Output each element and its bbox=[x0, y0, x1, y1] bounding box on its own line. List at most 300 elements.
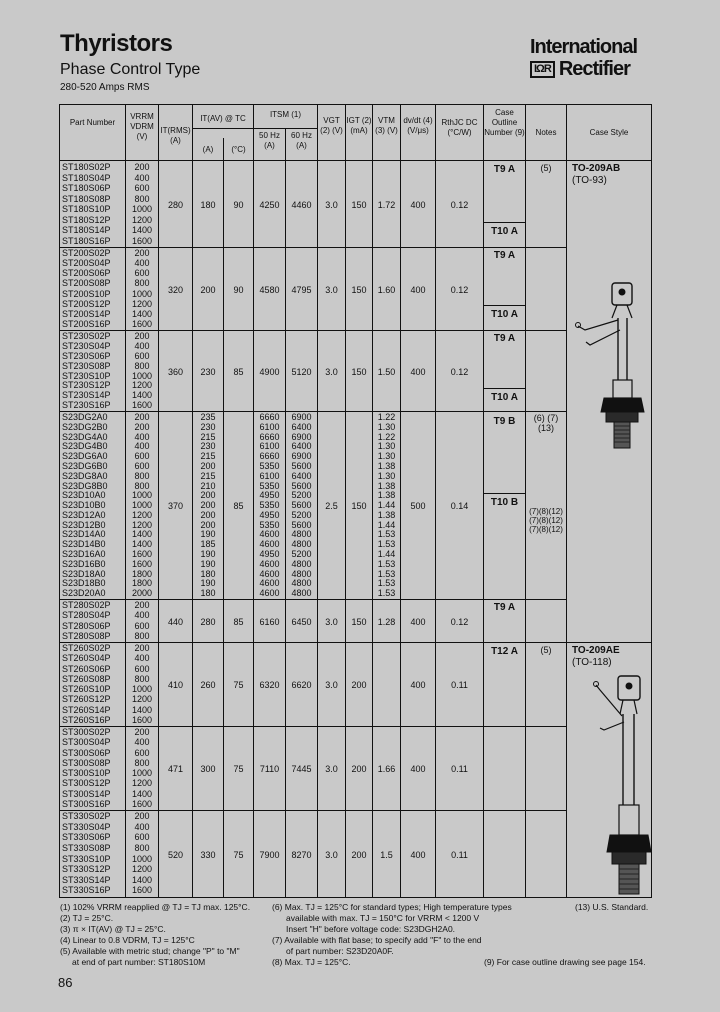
case-label: T9 A bbox=[493, 602, 516, 613]
voltage-cell: 600 bbox=[134, 832, 150, 842]
vtm-cell: 1.30 bbox=[377, 441, 396, 451]
voltage-cell: 200 bbox=[134, 727, 150, 737]
itsm-60hz-cell: 6400 bbox=[291, 422, 312, 432]
part-number-cell: ST180S02P bbox=[62, 162, 111, 172]
part-number-cell: S23DG8B0 bbox=[62, 481, 108, 491]
vtm-cell: 1.53 bbox=[377, 559, 396, 569]
note-ref: (5) bbox=[540, 645, 552, 655]
footnote: (8) Max. TJ = 125°C. bbox=[272, 957, 351, 967]
header-dvdt: dv/dt (4) (V/μs) bbox=[403, 116, 433, 135]
part-number-cell: S23DG2A0 bbox=[62, 412, 108, 422]
case-label: T10 A bbox=[491, 309, 518, 320]
part-number-cell: S23D10B0 bbox=[62, 500, 106, 510]
voltage-cell: 200 bbox=[134, 422, 150, 432]
voltage-cell: 1400 bbox=[131, 225, 153, 235]
vtm-cell: 1.44 bbox=[377, 520, 396, 530]
itsm-50hz-cell: 6100 bbox=[259, 422, 280, 432]
tc-cell: 75 bbox=[233, 850, 244, 860]
part-number-cell: ST230S08P bbox=[62, 361, 111, 371]
voltage-cell: 400 bbox=[134, 432, 150, 442]
case-style-b-name: TO-209AE bbox=[572, 645, 620, 656]
itsm-60hz-cell: 5600 bbox=[291, 500, 312, 510]
vgt-cell: 3.0 bbox=[325, 617, 338, 627]
itsm-60hz-cell: 6400 bbox=[291, 441, 312, 451]
part-number-cell: ST300S06P bbox=[62, 748, 111, 758]
part-number-cell: ST300S16P bbox=[62, 799, 111, 809]
part-number-cell: ST230S02P bbox=[62, 331, 111, 341]
header-case-style: Case Style bbox=[589, 128, 629, 137]
part-number-cell: ST330S12P bbox=[62, 864, 111, 874]
it-rms-cell: 471 bbox=[167, 764, 184, 774]
header-vtm: VTM (3) (V) bbox=[375, 116, 398, 135]
voltage-cell: 800 bbox=[134, 758, 150, 768]
vgt-cell: 2.5 bbox=[325, 501, 338, 511]
vtm-cell: 1.30 bbox=[377, 471, 396, 481]
part-number-cell: S23D12A0 bbox=[62, 510, 106, 520]
it-av-cell: 215 bbox=[200, 432, 216, 442]
footnote: Insert "H" before voltage code: S23DGH2A0. bbox=[286, 924, 456, 934]
part-number-cell: S23D14A0 bbox=[62, 529, 106, 539]
voltage-cell: 1200 bbox=[131, 520, 153, 530]
case-label: T9 A bbox=[493, 164, 516, 175]
itsm-50hz-cell: 6100 bbox=[259, 441, 280, 451]
part-number-cell: ST230S10P bbox=[62, 371, 111, 381]
part-number-cell: ST280S06P bbox=[62, 621, 111, 631]
part-number-cell: S23D16A0 bbox=[62, 549, 106, 559]
part-number-cell: S23D14B0 bbox=[62, 539, 106, 549]
part-number-cell: ST260S10P bbox=[62, 684, 111, 694]
voltage-cell: 800 bbox=[134, 471, 150, 481]
footnote: (5) Available with metric stud; change "P" to "M" bbox=[60, 946, 240, 956]
part-number-cell: ST180S06P bbox=[62, 183, 111, 193]
footnote: (2) TJ = 25°C. bbox=[60, 913, 114, 923]
itsm-60hz-cell: 5600 bbox=[291, 520, 312, 530]
itsm-50hz-cell: 4580 bbox=[259, 285, 280, 295]
itsm-50hz-cell: 5350 bbox=[259, 461, 280, 471]
voltage-cell: 1200 bbox=[131, 215, 153, 225]
part-number-cell: ST200S02P bbox=[62, 248, 111, 258]
part-number-cell: S23D10A0 bbox=[62, 490, 106, 500]
igt-cell: 200 bbox=[351, 850, 367, 860]
voltage-cell: 1000 bbox=[131, 500, 153, 510]
part-number-cell: ST330S08P bbox=[62, 843, 111, 853]
igt-cell: 150 bbox=[351, 501, 367, 511]
part-number-cell: S23DG6A0 bbox=[62, 451, 108, 461]
header-it-av-unit-c: (°C) bbox=[231, 145, 246, 154]
voltage-cell: 2000 bbox=[131, 588, 153, 598]
voltage-cell: 1400 bbox=[131, 529, 153, 539]
it-av-cell: 200 bbox=[200, 510, 216, 520]
voltage-cell: 400 bbox=[134, 173, 150, 183]
tc-cell: 75 bbox=[233, 764, 244, 774]
it-av-cell: 185 bbox=[200, 539, 216, 549]
itsm-50hz-cell: 6660 bbox=[259, 412, 280, 422]
rthjc-cell: 0.14 bbox=[450, 501, 469, 511]
voltage-cell: 1400 bbox=[131, 705, 153, 715]
voltage-cell: 200 bbox=[134, 412, 150, 422]
case-label: T9 B bbox=[493, 416, 516, 427]
vtm-cell: 1.28 bbox=[377, 617, 396, 627]
tc-cell: 90 bbox=[233, 285, 244, 295]
voltage-cell: 200 bbox=[134, 162, 150, 172]
part-number-cell: S23D18B0 bbox=[62, 578, 106, 588]
part-number-cell: ST230S14P bbox=[62, 390, 111, 400]
voltage-cell: 400 bbox=[134, 653, 150, 663]
part-number-cell: ST230S06P bbox=[62, 351, 111, 361]
part-number-cell: S23DG6B0 bbox=[62, 461, 108, 471]
voltage-cell: 1600 bbox=[131, 236, 153, 246]
voltage-cell: 400 bbox=[134, 341, 150, 351]
header-itsm-60hz: 60 Hz (A) bbox=[291, 131, 312, 150]
case-label: T10 A bbox=[491, 392, 518, 403]
it-av-cell: 190 bbox=[200, 529, 216, 539]
part-number-cell: ST260S12P bbox=[62, 694, 111, 704]
igt-cell: 150 bbox=[351, 367, 367, 377]
vtm-cell: 1.44 bbox=[377, 500, 396, 510]
itsm-60hz-cell: 5200 bbox=[291, 549, 312, 559]
footnote: (9) For case outline drawing see page 154. bbox=[484, 957, 646, 967]
vgt-cell: 3.0 bbox=[325, 764, 338, 774]
part-number-cell: ST330S16P bbox=[62, 885, 111, 895]
voltage-cell: 600 bbox=[134, 748, 150, 758]
part-number-cell: S23D18A0 bbox=[62, 569, 106, 579]
itsm-60hz-cell: 4800 bbox=[291, 588, 312, 598]
page-title: Thyristors bbox=[60, 30, 173, 57]
part-number-cell: ST260S02P bbox=[62, 643, 111, 653]
igt-cell: 150 bbox=[351, 285, 367, 295]
part-number-cell: ST260S14P bbox=[62, 705, 111, 715]
it-av-cell: 200 bbox=[200, 500, 216, 510]
itsm-60hz-cell: 4800 bbox=[291, 569, 312, 579]
vgt-cell: 3.0 bbox=[325, 850, 338, 860]
itsm-60hz-cell: 5120 bbox=[291, 367, 312, 377]
it-av-cell: 280 bbox=[200, 617, 216, 627]
vtm-cell: 1.22 bbox=[377, 412, 396, 422]
it-rms-cell: 320 bbox=[167, 285, 184, 295]
part-number-cell: ST200S14P bbox=[62, 309, 111, 319]
voltage-cell: 1400 bbox=[131, 789, 153, 799]
case-label: T10 A bbox=[491, 226, 518, 237]
dvdt-cell: 400 bbox=[410, 367, 426, 377]
tc-cell: 85 bbox=[233, 501, 244, 511]
header-itsm: ITSM (1) bbox=[269, 110, 302, 119]
footnote: (4) Linear to 0.8 VDRM, TJ = 125°C bbox=[60, 935, 195, 945]
note-ref: (7)(8)(12) bbox=[529, 516, 563, 525]
it-av-cell: 230 bbox=[200, 422, 216, 432]
vtm-cell: 1.38 bbox=[377, 490, 396, 500]
vtm-cell: 1.38 bbox=[377, 481, 396, 491]
part-number-cell: ST280S08P bbox=[62, 631, 111, 641]
itsm-60hz-cell: 6900 bbox=[291, 412, 312, 422]
part-number-cell: ST330S10P bbox=[62, 854, 111, 864]
header-itsm-50hz: 50 Hz (A) bbox=[259, 131, 280, 150]
it-rms-cell: 520 bbox=[167, 850, 184, 860]
part-number-cell: ST200S08P bbox=[62, 278, 111, 288]
it-av-cell: 200 bbox=[200, 490, 216, 500]
itsm-60hz-cell: 6900 bbox=[291, 451, 312, 461]
part-number-cell: ST280S02P bbox=[62, 600, 111, 610]
dvdt-cell: 400 bbox=[410, 764, 426, 774]
itsm-50hz-cell: 6160 bbox=[259, 617, 280, 627]
vtm-cell: 1.53 bbox=[377, 529, 396, 539]
itsm-50hz-cell: 4950 bbox=[259, 510, 280, 520]
itsm-60hz-cell: 4795 bbox=[291, 285, 312, 295]
header-igt: IGT (2) (mA) bbox=[346, 116, 372, 135]
part-number-cell: ST260S16P bbox=[62, 715, 111, 725]
voltage-cell: 200 bbox=[134, 248, 150, 258]
voltage-cell: 800 bbox=[134, 481, 150, 491]
vtm-cell: 1.5 bbox=[380, 850, 393, 860]
tc-cell: 85 bbox=[233, 617, 244, 627]
footnote: (7) Available with flat base; to specify add "F" to the end bbox=[272, 935, 482, 945]
itsm-50hz-cell: 4600 bbox=[259, 529, 280, 539]
voltage-cell: 1800 bbox=[131, 578, 153, 588]
itsm-60hz-cell: 5600 bbox=[291, 481, 312, 491]
part-number-cell: ST300S12P bbox=[62, 778, 111, 788]
page-number: 86 bbox=[58, 975, 73, 990]
voltage-cell: 400 bbox=[134, 822, 150, 832]
voltage-cell: 600 bbox=[134, 621, 150, 631]
vtm-cell: 1.60 bbox=[377, 285, 396, 295]
header-it-av-unit-a: (A) bbox=[202, 145, 214, 154]
itsm-60hz-cell: 6620 bbox=[291, 680, 312, 690]
vtm-cell: 1.53 bbox=[377, 578, 396, 588]
part-number-cell: ST200S06P bbox=[62, 268, 111, 278]
part-number-cell: ST300S14P bbox=[62, 789, 111, 799]
voltage-cell: 1200 bbox=[131, 510, 153, 520]
part-number-cell: S23D20A0 bbox=[62, 588, 106, 598]
part-number-cell: ST180S16P bbox=[62, 236, 111, 246]
part-number-cell: ST230S12P bbox=[62, 380, 111, 390]
voltage-cell: 1200 bbox=[131, 694, 153, 704]
voltage-cell: 1600 bbox=[131, 885, 153, 895]
it-av-cell: 300 bbox=[200, 764, 216, 774]
voltage-cell: 800 bbox=[134, 361, 150, 371]
header-case-outline: Case Outline Number (9) bbox=[484, 108, 525, 137]
vtm-cell: 1.53 bbox=[377, 569, 396, 579]
itsm-60hz-cell: 5200 bbox=[291, 490, 312, 500]
tc-cell: 75 bbox=[233, 680, 244, 690]
voltage-cell: 1600 bbox=[131, 715, 153, 725]
part-number-cell: ST180S08P bbox=[62, 194, 111, 204]
it-av-cell: 190 bbox=[200, 549, 216, 559]
part-number-cell: ST300S10P bbox=[62, 768, 111, 778]
it-av-cell: 330 bbox=[200, 850, 216, 860]
itsm-50hz-cell: 6100 bbox=[259, 471, 280, 481]
header-notes: Notes bbox=[535, 128, 557, 137]
part-number-cell: ST330S04P bbox=[62, 822, 111, 832]
part-number-cell: ST200S12P bbox=[62, 299, 111, 309]
vtm-cell: 1.30 bbox=[377, 451, 396, 461]
voltage-cell: 1800 bbox=[131, 569, 153, 579]
itsm-60hz-cell: 5600 bbox=[291, 461, 312, 471]
vtm-cell: 1.72 bbox=[377, 200, 396, 210]
itsm-60hz-cell: 5200 bbox=[291, 510, 312, 520]
logo-mark: IΩR bbox=[530, 61, 555, 78]
rthjc-cell: 0.11 bbox=[451, 764, 468, 774]
it-av-cell: 215 bbox=[200, 471, 216, 481]
part-number-cell: S23D12B0 bbox=[62, 520, 106, 530]
itsm-50hz-cell: 7900 bbox=[259, 850, 280, 860]
case-label: T12 A bbox=[491, 646, 518, 657]
case-style-b-drawing bbox=[594, 676, 652, 894]
dvdt-cell: 400 bbox=[410, 850, 426, 860]
it-av-cell: 235 bbox=[200, 412, 216, 422]
voltage-cell: 600 bbox=[134, 461, 150, 471]
voltage-cell: 1000 bbox=[131, 854, 153, 864]
vtm-cell: 1.53 bbox=[377, 539, 396, 549]
header-it-rms: IT(RMS) (A) bbox=[160, 126, 191, 145]
part-number-cell: ST260S08P bbox=[62, 674, 111, 684]
vtm-cell: 1.44 bbox=[377, 549, 396, 559]
voltage-cell: 800 bbox=[134, 674, 150, 684]
voltage-cell: 200 bbox=[134, 600, 150, 610]
itsm-60hz-cell: 6400 bbox=[291, 471, 312, 481]
voltage-cell: 1000 bbox=[131, 768, 153, 778]
logo-line-2: Rectifier bbox=[558, 58, 630, 81]
it-av-cell: 190 bbox=[200, 559, 216, 569]
itsm-50hz-cell: 4600 bbox=[259, 578, 280, 588]
itsm-50hz-cell: 4950 bbox=[259, 490, 280, 500]
part-number-cell: ST300S02P bbox=[62, 727, 111, 737]
part-number-cell: S23D16B0 bbox=[62, 559, 106, 569]
header-it-av: IT(AV) @ TC bbox=[200, 114, 246, 123]
it-av-cell: 200 bbox=[200, 285, 216, 295]
itsm-50hz-cell: 6320 bbox=[259, 680, 280, 690]
part-number-cell: ST260S04P bbox=[62, 653, 111, 663]
it-av-cell: 180 bbox=[200, 569, 216, 579]
case-style-a-alt: (TO-93) bbox=[572, 175, 607, 186]
vtm-cell: 1.66 bbox=[377, 764, 396, 774]
voltage-cell: 1600 bbox=[131, 319, 153, 329]
part-number-cell: ST280S04P bbox=[62, 610, 111, 620]
vgt-cell: 3.0 bbox=[325, 200, 338, 210]
rthjc-cell: 0.12 bbox=[450, 285, 469, 295]
header-vrrm: VRRM VDRM (V) bbox=[130, 112, 154, 141]
footnote: of part number: S23D20A0F. bbox=[286, 946, 394, 956]
itsm-50hz-cell: 5350 bbox=[259, 481, 280, 491]
itsm-60hz-cell: 4460 bbox=[291, 200, 312, 210]
voltage-cell: 1000 bbox=[131, 289, 153, 299]
part-number-cell: ST180S10P bbox=[62, 204, 111, 214]
part-number-cell: S23DG4A0 bbox=[62, 432, 108, 442]
header-part-number: Part Number bbox=[69, 118, 116, 127]
itsm-60hz-cell: 7445 bbox=[291, 764, 312, 774]
part-number-cell: S23DG2B0 bbox=[62, 422, 108, 432]
voltage-cell: 1400 bbox=[131, 309, 153, 319]
header-rthjc: RthJC DC (°C/W) bbox=[441, 118, 478, 137]
vtm-cell: 1.38 bbox=[377, 510, 396, 520]
page-subtitle: Phase Control Type bbox=[60, 61, 201, 78]
note-ref: (7)(8)(12) bbox=[529, 525, 563, 534]
itsm-50hz-cell: 4600 bbox=[259, 539, 280, 549]
it-av-cell: 210 bbox=[200, 481, 216, 491]
itsm-60hz-cell: 8270 bbox=[291, 850, 312, 860]
part-number-cell: ST330S14P bbox=[62, 875, 111, 885]
it-av-cell: 200 bbox=[200, 461, 216, 471]
rthjc-cell: 0.11 bbox=[451, 850, 468, 860]
itsm-60hz-cell: 4800 bbox=[291, 559, 312, 569]
voltage-cell: 1000 bbox=[131, 371, 153, 381]
voltage-cell: 400 bbox=[134, 441, 150, 451]
part-number-cell: ST200S10P bbox=[62, 289, 111, 299]
it-rms-cell: 370 bbox=[167, 501, 184, 511]
rthjc-cell: 0.12 bbox=[450, 367, 469, 377]
footnote: at end of part number: ST180S10M bbox=[72, 957, 206, 967]
part-number-cell: ST300S04P bbox=[62, 737, 111, 747]
voltage-cell: 1600 bbox=[131, 559, 153, 569]
itsm-50hz-cell: 5350 bbox=[259, 520, 280, 530]
voltage-cell: 1200 bbox=[131, 864, 153, 874]
voltage-cell: 400 bbox=[134, 610, 150, 620]
voltage-cell: 1600 bbox=[131, 400, 153, 410]
vtm-cell: 1.50 bbox=[377, 367, 396, 377]
vtm-cell: 1.53 bbox=[377, 588, 396, 598]
vtm-cell: 1.38 bbox=[377, 461, 396, 471]
it-rms-cell: 360 bbox=[167, 367, 184, 377]
itsm-60hz-cell: 4800 bbox=[291, 578, 312, 588]
note-ref: (7)(8)(12) bbox=[529, 507, 563, 516]
rthjc-cell: 0.12 bbox=[450, 200, 469, 210]
voltage-cell: 800 bbox=[134, 194, 150, 204]
voltage-cell: 400 bbox=[134, 258, 150, 268]
itsm-60hz-cell: 6900 bbox=[291, 432, 312, 442]
case-style-a-drawing bbox=[576, 283, 645, 448]
vgt-cell: 3.0 bbox=[325, 367, 338, 377]
voltage-cell: 200 bbox=[134, 811, 150, 821]
dvdt-cell: 500 bbox=[410, 501, 426, 511]
it-rms-cell: 280 bbox=[167, 200, 184, 210]
rthjc-cell: 0.12 bbox=[450, 617, 469, 627]
header-vgt: VGT (2) (V) bbox=[320, 116, 343, 135]
itsm-60hz-cell: 6450 bbox=[291, 617, 312, 627]
it-av-cell: 230 bbox=[200, 367, 216, 377]
part-number-cell: ST180S14P bbox=[62, 225, 111, 235]
itsm-60hz-cell: 4800 bbox=[291, 529, 312, 539]
voltage-cell: 600 bbox=[134, 664, 150, 674]
dvdt-cell: 400 bbox=[410, 617, 426, 627]
voltage-cell: 1600 bbox=[131, 549, 153, 559]
itsm-50hz-cell: 4950 bbox=[259, 549, 280, 559]
footnote: (13) U.S. Standard. bbox=[575, 902, 649, 912]
voltage-cell: 600 bbox=[134, 183, 150, 193]
voltage-cell: 1200 bbox=[131, 778, 153, 788]
part-number-cell: ST230S16P bbox=[62, 400, 111, 410]
voltage-cell: 1000 bbox=[131, 684, 153, 694]
voltage-cell: 1400 bbox=[131, 875, 153, 885]
itsm-50hz-cell: 6660 bbox=[259, 451, 280, 461]
igt-cell: 200 bbox=[351, 680, 367, 690]
itsm-60hz-cell: 4800 bbox=[291, 539, 312, 549]
voltage-cell: 800 bbox=[134, 278, 150, 288]
itsm-50hz-cell: 7110 bbox=[259, 764, 280, 774]
itsm-50hz-cell: 4600 bbox=[259, 569, 280, 579]
part-number-cell: S23DG4B0 bbox=[62, 441, 108, 451]
part-number-cell: ST300S08P bbox=[62, 758, 111, 768]
igt-cell: 200 bbox=[351, 764, 367, 774]
part-number-cell: ST330S02P bbox=[62, 811, 111, 821]
voltage-cell: 1200 bbox=[131, 299, 153, 309]
case-style-a-name: TO-209AB bbox=[572, 163, 621, 174]
voltage-cell: 600 bbox=[134, 451, 150, 461]
part-number-cell: ST260S06P bbox=[62, 664, 111, 674]
part-number-cell: ST180S04P bbox=[62, 173, 111, 183]
it-av-cell: 215 bbox=[200, 451, 216, 461]
part-number-cell: ST200S04P bbox=[62, 258, 111, 268]
footnote: (3) π × IT(AV) @ TJ = 25°C. bbox=[60, 924, 166, 934]
vtm-cell: 1.30 bbox=[377, 422, 396, 432]
voltage-cell: 200 bbox=[134, 643, 150, 653]
